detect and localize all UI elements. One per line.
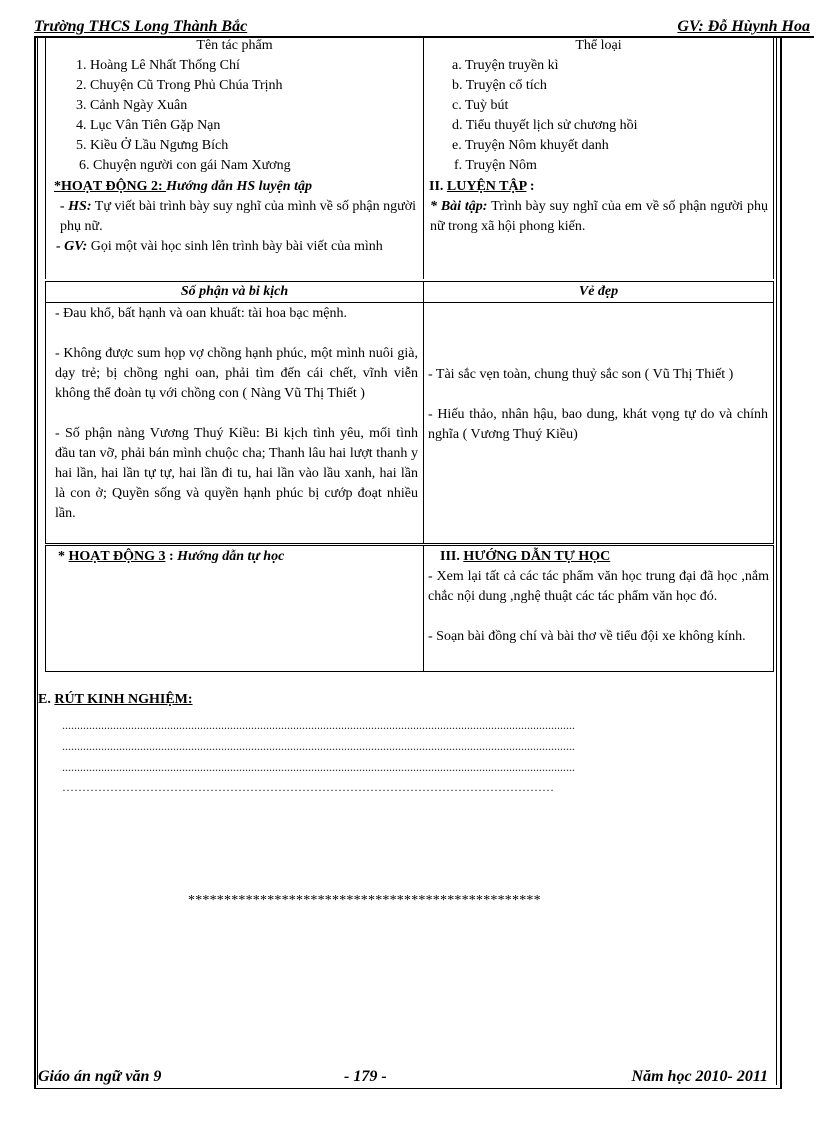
self-study-heading [440, 547, 610, 567]
genres-column-title: Thể loại [575, 38, 622, 53]
footer-school-year: Năm học 2010- 2011 [631, 1068, 768, 1085]
self-study-prefix: III. [440, 549, 464, 564]
exercise-label: * Bài tập: [430, 199, 488, 214]
activity-2-heading [54, 177, 419, 197]
exercise-text [430, 197, 768, 237]
fate-column-title: Số phận và bi kịch [180, 284, 289, 299]
hs-text: Tự viết bài trình bày suy nghĩ của mình về số phận người phụ nữ. [60, 199, 416, 234]
hs-label: - HS: [60, 199, 92, 214]
section-e-title: RÚT KINH NGHIỆM: [54, 692, 193, 707]
exercise-body: Trình bày suy nghĩ của em về số phận người phụ nữ trong xã hội phong kiến. [430, 199, 769, 234]
section-e-heading [38, 692, 193, 708]
column-divider [423, 36, 424, 279]
work-item: 1. Hoàng Lê Nhất Thống Chí [76, 58, 240, 73]
work-item: 2. Chuyện Cũ Trong Phủ Chúa Trịnh [76, 78, 283, 93]
page-number: - 179 - [344, 1068, 387, 1085]
fate-paragraph: - Đau khổ, bất hạnh và oan khuất: tài hoa bạc mệnh. [55, 306, 347, 321]
hs-instruction [60, 197, 416, 237]
notes-dotted-line: …………………………………………………………………………………………………………… [62, 780, 554, 794]
beauty-column-title: Vẻ đẹp [578, 284, 619, 299]
notes-dotted-line: ........................................................................................................................................................................... [62, 760, 575, 774]
activity-3-sep: : [165, 549, 178, 564]
work-item: 3. Cảnh Ngày Xuân [76, 98, 188, 113]
fate-paragraph: - Số phận nàng Vương Thuý Kiều: Bi kịch tình yêu, mối tình đầu tan vỡ, phải bán mình chuộc cha; Thanh lâu hai lượt thanh y hai lần, hai lần tự tự, hai lần đi tu, hai lần vào lầu xanh, hai lần là con ở; Quyền sống và quyền hạnh phúc bị cướp đoạt nhiều lần. [55, 426, 418, 521]
gv-text: Gọi một vài học sinh lên trình bày bài viết của mình [87, 239, 383, 254]
genre-item: f. Truyện Nôm [454, 158, 537, 173]
beauty-paragraph: - Hiếu thảo, nhân hậu, bao dung, khát vọng tự do và chính nghĩa ( Vương Thuý Kiều) [428, 407, 768, 442]
self-study-item: - Soạn bài đồng chí và bài thơ về tiểu đội xe không kính. [428, 629, 746, 644]
notes-dotted-line: ........................................................................................................................................................................... [62, 718, 575, 732]
self-study-title: HƯỚNG DẪN TỰ HỌC [463, 549, 611, 564]
practice-prefix: II. [429, 179, 447, 194]
practice-heading [429, 177, 535, 197]
genre-item: e. Truyện Nôm khuyết danh [452, 138, 609, 153]
page-header [34, 18, 814, 38]
works-genres-table [45, 36, 774, 279]
practice-title: LUYỆN TẬP [446, 179, 527, 194]
activity-3-prefix: * [58, 549, 69, 564]
activity-2-title: Hướng dẫn HS luyện tập [166, 179, 312, 194]
page-footer [36, 1068, 772, 1088]
fate-paragraph: - Không được sum họp vợ chồng hạnh phúc, một mình nuôi già, dạy trẻ; bị chồng nghi oan, phải tìm đến cái chết, vĩnh viễn không thể đoàn tụ với chồng con ( Nàng Vũ Thị Thiết ) [55, 346, 418, 401]
self-study-item: - Xem lại tất cả các tác phẩm văn học trung đại đã học ,nắm chắc nội dung ,nghệ thuật các tác phẩm văn học đó. [428, 569, 769, 604]
activity-3-heading [58, 547, 284, 567]
activity-3-title: Hướng dẫn tự học [177, 549, 285, 564]
practice-suffix: : [526, 179, 535, 194]
section-e-prefix: E. [38, 692, 55, 707]
genre-item: c. Tuỳ bút [452, 98, 509, 113]
gv-label: - GV: [56, 239, 88, 254]
notes-dotted-line: ........................................................................................................................................................................... [62, 739, 575, 753]
genre-item: a. Truyện truyền kì [452, 58, 559, 73]
work-item: 4. Lục Vân Tiên Gặp Nạn [76, 118, 221, 133]
footer-subject: Giáo án ngữ văn 9 [38, 1068, 162, 1085]
activity-2-prefix: *HOẠT ĐỘNG 2: [54, 179, 167, 194]
header-row-divider [46, 302, 773, 303]
column-divider [423, 282, 424, 543]
work-item: 6. Chuyện người con gái Nam Xương [79, 158, 291, 173]
genre-item: b. Truyện cổ tích [452, 78, 547, 93]
self-study-table [45, 545, 774, 672]
column-divider [423, 546, 424, 671]
beauty-paragraph: - Tài sắc vẹn toàn, chung thuỷ sắc son ( Vũ Thị Thiết ) [428, 367, 734, 382]
gv-instruction [56, 237, 408, 257]
genre-item: d. Tiểu thuyết lịch sử chương hồi [452, 118, 638, 133]
work-item: 5. Kiều Ở Lầu Ngưng Bích [76, 138, 229, 153]
separator-stars: ************************************************* [188, 893, 541, 908]
fate-beauty-table [45, 281, 774, 544]
school-name: Trường THCS Long Thành Bắc [34, 18, 248, 35]
teacher-name: GV: Đỗ Hùynh Hoa [677, 18, 810, 35]
activity-3-label: HOẠT ĐỘNG 3 [68, 549, 166, 564]
works-column-title: Tên tác phẩm [196, 38, 273, 53]
